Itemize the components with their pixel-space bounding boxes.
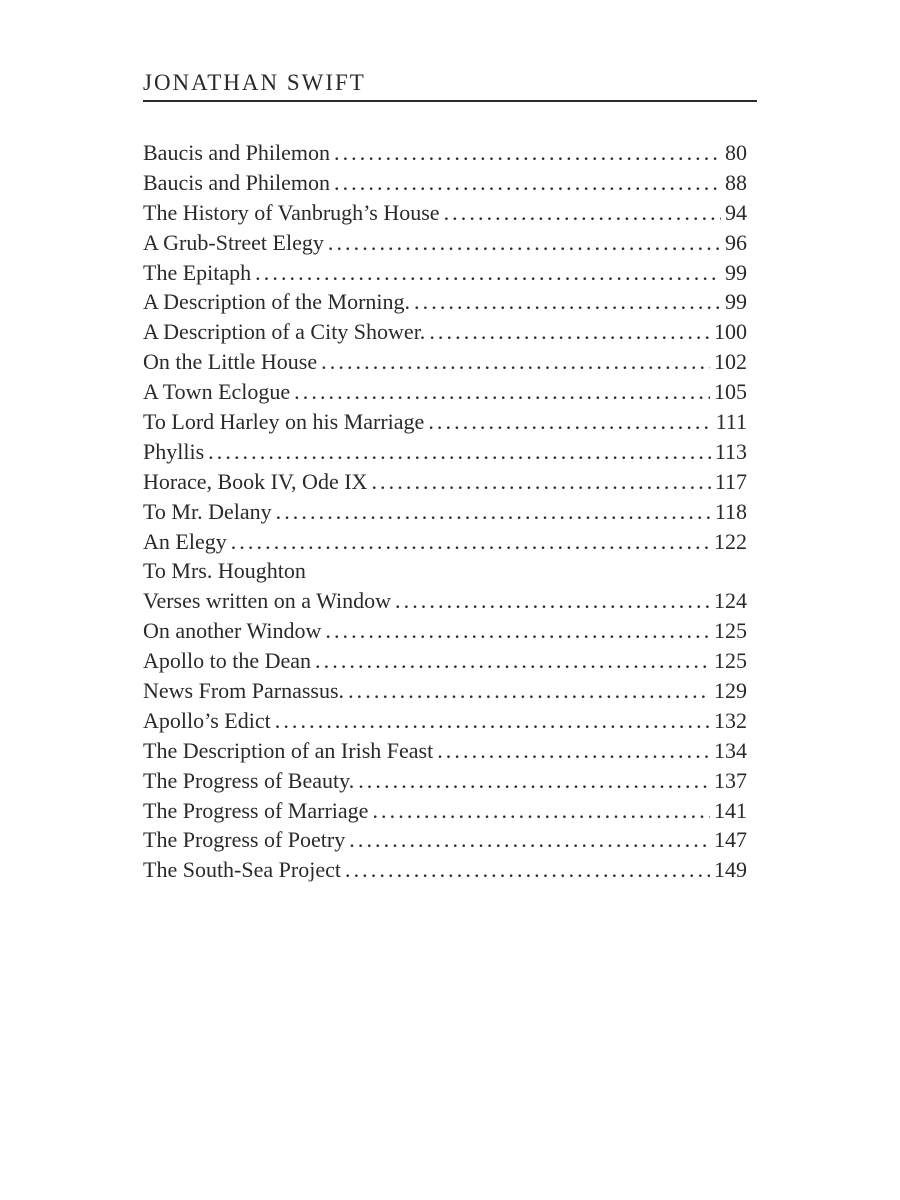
toc-entry-page: 137 [714, 767, 747, 793]
toc-entry-page: 125 [714, 618, 747, 644]
toc-entry-page: 147 [714, 827, 747, 853]
toc-entry-title: The Progress of Poetry [143, 827, 346, 853]
toc-entry-title: To Lord Harley on his Marriage [143, 409, 425, 435]
toc-entry[interactable] [143, 168, 747, 198]
toc-entry-page: 132 [714, 707, 747, 733]
toc-entry-page: 99 [725, 259, 747, 285]
toc-entry-page: 113 [714, 438, 747, 464]
toc-entry-title: News From Parnassus. [143, 678, 345, 704]
toc-entry-page: 129 [714, 678, 747, 704]
toc-entry[interactable] [143, 437, 747, 467]
dot-leader [275, 706, 710, 736]
toc-entry-title: The Progress of Marriage [143, 797, 369, 823]
toc-entry-title: A Grub-Street Elegy [143, 229, 324, 255]
toc-entry-page: 94 [725, 199, 747, 225]
dot-leader [334, 168, 721, 198]
dot-leader [348, 676, 710, 706]
toc-entry-page: 149 [714, 857, 747, 883]
toc-entry[interactable] [143, 825, 747, 855]
toc-entry-page: 117 [714, 468, 747, 494]
dot-leader [294, 377, 710, 407]
dot-leader [349, 825, 710, 855]
toc-entry-title: The South-Sea Project [143, 857, 341, 883]
toc-entry-page: 88 [725, 169, 747, 195]
toc-entry-page: 96 [725, 229, 747, 255]
toc-entry-title: Baucis and Philemon [143, 169, 330, 195]
dot-leader [371, 467, 710, 497]
dot-leader [321, 347, 710, 377]
dot-leader [395, 586, 710, 616]
toc-entry[interactable] [143, 467, 747, 497]
toc-entry-title: A Town Eclogue [143, 379, 291, 405]
dot-leader [325, 616, 710, 646]
dot-leader [255, 258, 721, 288]
dot-leader [437, 736, 710, 766]
dot-leader [428, 407, 711, 437]
toc-entry-title: To Mr. Delany [143, 498, 272, 524]
dot-leader [315, 646, 710, 676]
toc-entry-page: 122 [714, 528, 747, 554]
toc-entry[interactable] [143, 766, 747, 796]
toc-entry-title: On another Window [143, 618, 322, 644]
toc-entry-page: 100 [714, 319, 747, 345]
toc-section-heading [143, 556, 747, 586]
toc-entry[interactable] [143, 796, 747, 826]
toc-entry-title: A Description of the Morning. [143, 289, 411, 315]
toc-entry-title: Apollo’s Edict [143, 707, 271, 733]
toc-entry-page: 111 [715, 409, 747, 435]
toc-entry[interactable] [143, 347, 747, 377]
toc-entry-page: 124 [714, 588, 747, 614]
toc-entry-title: The Description of an Irish Feast [143, 737, 434, 763]
toc-entry[interactable] [143, 258, 747, 288]
toc-entry-page: 99 [725, 289, 747, 315]
toc-entry[interactable] [143, 287, 747, 317]
toc-entry-page: 118 [714, 498, 747, 524]
toc-entry[interactable] [143, 616, 747, 646]
dot-leader [231, 527, 710, 557]
dot-leader [429, 317, 710, 347]
toc-entry[interactable] [143, 676, 747, 706]
toc-entry[interactable] [143, 138, 747, 168]
dot-leader [372, 796, 710, 826]
toc-entry-title: On the Little House [143, 349, 318, 375]
toc-entry-title: Apollo to the Dean [143, 648, 312, 674]
toc-entry[interactable] [143, 198, 747, 228]
toc-entry[interactable] [143, 646, 747, 676]
toc-entry-title: Horace, Book IV, Ode IX [143, 468, 368, 494]
toc-entry[interactable] [143, 228, 747, 258]
toc-entry-page: 105 [714, 379, 747, 405]
dot-leader [414, 287, 721, 317]
toc-entry-page: 80 [725, 140, 747, 165]
toc-entry-page: 141 [714, 797, 747, 823]
dot-leader [345, 855, 710, 885]
running-header [143, 66, 757, 102]
toc-entry-page: 134 [714, 737, 747, 763]
toc-entry[interactable] [143, 706, 747, 736]
toc-section-title: To Mrs. Houghton [143, 558, 306, 584]
toc-entry-title: Baucis and Philemon [143, 140, 330, 165]
table-of-contents [143, 138, 747, 885]
toc-entry[interactable] [143, 407, 747, 437]
toc-entry-title: The History of Vanbrugh’s House [143, 199, 440, 225]
toc-entry[interactable] [143, 527, 747, 557]
dot-leader [208, 437, 711, 467]
dot-leader [358, 766, 710, 796]
toc-entry[interactable] [143, 497, 747, 527]
toc-entry[interactable] [143, 377, 747, 407]
toc-entry-title: Verses written on a Window [143, 588, 391, 614]
toc-entry-title: A Description of a City Shower. [143, 319, 426, 345]
toc-entry[interactable] [143, 736, 747, 766]
toc-entry[interactable] [143, 855, 747, 885]
toc-entry-title: The Epitaph [143, 259, 252, 285]
dot-leader [276, 497, 711, 527]
dot-leader [328, 228, 721, 258]
toc-entry-page: 125 [714, 648, 747, 674]
toc-entry[interactable] [143, 586, 747, 616]
dot-leader [334, 138, 721, 168]
dot-leader [444, 198, 721, 228]
toc-entry-title: Phyllis [143, 438, 205, 464]
toc-entry[interactable] [143, 317, 747, 347]
toc-entry-title: An Elegy [143, 528, 227, 554]
toc-entry-title: The Progress of Beauty. [143, 767, 355, 793]
running-header-title: JONATHAN SWIFT [143, 70, 366, 95]
toc-entry-page: 102 [714, 349, 747, 375]
